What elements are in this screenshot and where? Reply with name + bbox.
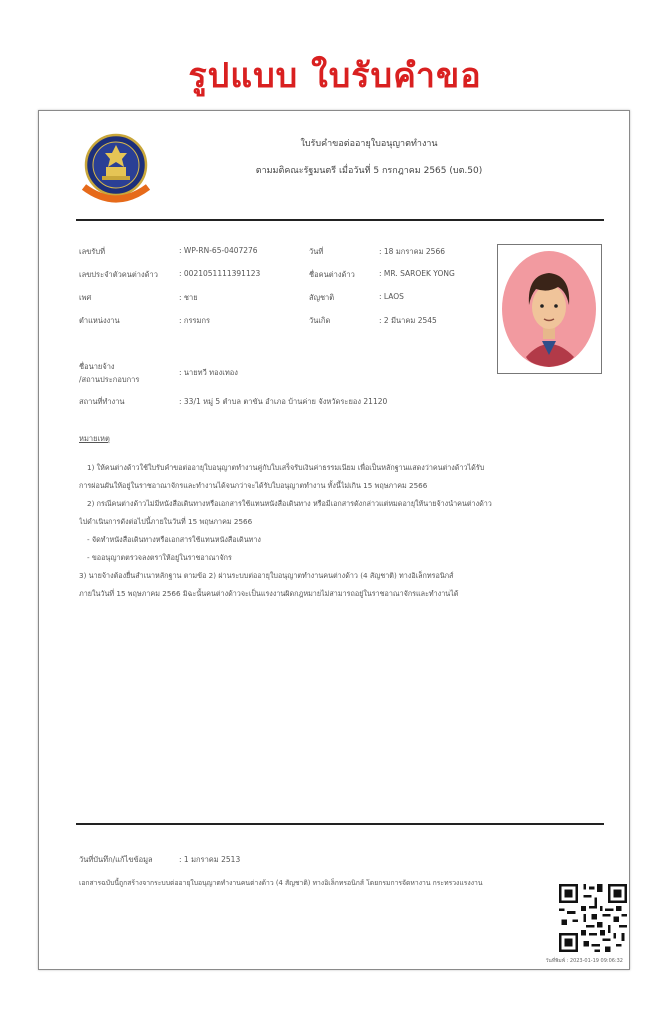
position-value: : กรรมกร xyxy=(179,316,211,325)
remark-line: - ขออนุญาตตรวจลงตราให้อยู่ในราชอาณาจักร xyxy=(87,553,232,562)
position-label: ตำแหน่งงาน xyxy=(79,316,120,325)
sex-label: เพศ xyxy=(79,293,92,302)
remark-line: - จัดทำหนังสือเดินทางหรือเอกสารใช้แทนหนังสือเดินทาง xyxy=(87,535,261,544)
employer-value: : นายทวี ทองเทอง xyxy=(179,368,238,377)
avatar xyxy=(498,245,601,373)
nationality-label: สัญชาติ xyxy=(309,293,335,302)
remark-line: ภายในวันที่ 15 พฤษภาคม 2566 มิฉะนั้นคนต่างด้าวจะเป็นแรงงานผิดกฎหมายไม่สามารถอยู่ในราชอาณาจักรและทำงานได้ xyxy=(79,589,459,598)
employer-label: ชื่อนายจ้าง xyxy=(79,362,115,371)
print-date: วันที่พิมพ์ : 2023-01-19 09:06:32 xyxy=(545,958,623,964)
remark-line: ไปดำเนินการดังต่อไปนี้ภายในวันที่ 15 พฤษภาคม 2566 xyxy=(79,517,253,526)
receipt-no-value: : WP-RN-65-0407276 xyxy=(179,246,258,255)
remark-line: การผ่อนผันให้อยู่ในราชอาณาจักรและทำงานได้จนกว่าจะได้รับใบอนุญาตทำงาน ทั้งนี้ไม่เกิน 15 พฤษภาคม 2566 xyxy=(79,481,428,490)
date-value: : 18 มกราคม 2566 xyxy=(379,247,445,256)
alien-id-value: : 0021051111391123 xyxy=(179,269,261,278)
top-divider xyxy=(76,219,604,221)
alien-name-label: ชื่อคนต่างด้าว xyxy=(309,270,355,279)
alien-id-label: เลขประจำตัวคนต่างด้าว xyxy=(79,270,158,279)
bottom-divider xyxy=(76,823,604,825)
qr-code xyxy=(559,884,627,952)
remarks-list xyxy=(79,459,599,603)
birth-date-label: วันเกิด xyxy=(309,316,331,325)
date-label: วันที่ xyxy=(309,247,324,256)
alien-photo xyxy=(497,244,602,374)
document-title: ใบรับคำขอต่ออายุใบอนุญาตทำงาน xyxy=(300,139,438,149)
alien-name-value: : MR. SAROEK YONG xyxy=(379,269,455,278)
employer-label-line2: /สถานประกอบการ xyxy=(79,375,140,384)
system-note: เอกสารฉบับนี้ถูกสร้างจากระบบต่ออายุใบอนุญาตทำงานคนต่างด้าว (4 สัญชาติ) ทางอิเล็กทรอนิกส์ โดยกรมการจัดหางาน กระทรวงแรงงาน xyxy=(79,879,483,887)
remarks-heading: หมายเหตุ xyxy=(79,434,110,443)
remark-line: 2) กรณีคนต่างด้าวไม่มีหนังสือเดินทางหรือเอกสารใช้แทนหนังสือเดินทาง หรือมีเอกสารดังกล่าวแต่หมดอายุให้นายจ้างนำคนต่างด้าว xyxy=(87,499,492,508)
document-subtitle: ตามมติคณะรัฐมนตรี เมื่อวันที่ 5 กรกฎาคม 2565 (บต.50) xyxy=(255,166,483,176)
remark-line: 1) ให้คนต่างด้าวใช้ใบรับคำขอต่ออายุใบอนุญาตทำงานคู่กับใบเสร็จรับเงินค่าธรรมเนียม เพื่อเป็นหลักฐานแสดงว่าคนต่างด้าวได้รับ xyxy=(87,463,485,472)
workplace-value: : 33/1 หมู่ 5 ตำบล ตาขัน อำเภอ บ้านค่าย จังหวัดระยอง 21120 xyxy=(179,397,388,406)
department-seal xyxy=(76,129,156,209)
receipt-no-label: เลขรับที่ xyxy=(79,247,106,256)
birth-date-value: : 2 มีนาคม 2545 xyxy=(379,316,437,325)
banner-title: รูปแบบ ใบรับคำขอ xyxy=(188,56,482,96)
sex-value: : ชาย xyxy=(179,293,198,302)
record-date-label: วันที่บันทึก/แก้ไขข้อมูล xyxy=(79,855,153,864)
record-date-value: : 1 มกราคม 2513 xyxy=(179,855,241,864)
workplace-label: สถานที่ทำงาน xyxy=(79,397,125,406)
nationality-value: : LAOS xyxy=(379,292,404,301)
receipt-document xyxy=(38,110,630,970)
remark-line: 3) นายจ้างต้องยื่นสำเนาหลักฐาน ตามข้อ 2) ผ่านระบบต่ออายุใบอนุญาตทำงานคนต่างด้าว (4 สัญชาติ) ทางอิเล็กทรอนิกส์ xyxy=(79,571,454,580)
